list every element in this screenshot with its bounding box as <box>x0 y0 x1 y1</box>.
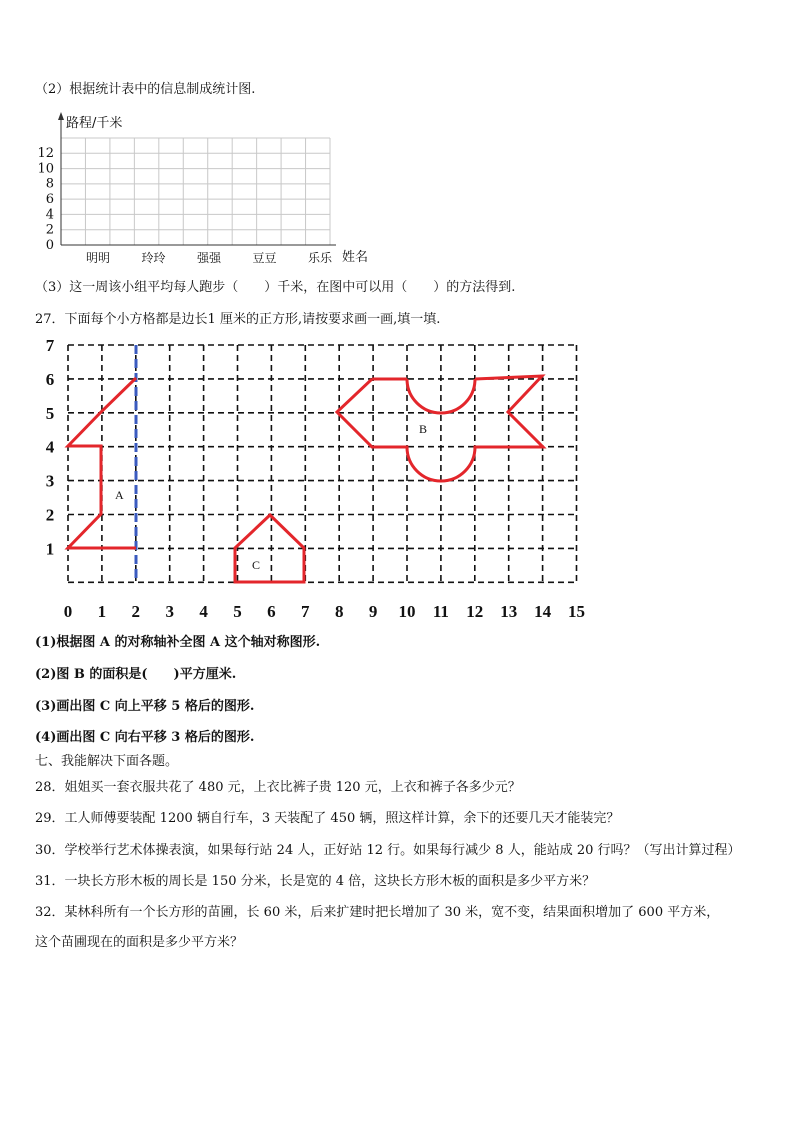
x-number: 4 <box>199 602 208 621</box>
q27-sub2: (2)图 B 的面积是( )平方厘米. <box>35 667 237 682</box>
q27-sub1: (1)根据图 A 的对称轴补全图 A 这个轴对称图形. <box>35 635 321 650</box>
q32-line1: 32．某林科所有一个长方形的苗圃，长 60 米，后来扩建时把长增加了 30 米，宽不变，结果面积增加了 600 平方米， <box>35 905 720 920</box>
y-number: 6 <box>45 369 55 389</box>
x-number: 14 <box>534 602 552 621</box>
shape-c-label: C <box>252 558 261 572</box>
q26-part3: （3）这一周该小组平均每人跑步（ ）千米，在图中可以用（ ）的方法得到. <box>35 280 516 295</box>
x-number: 0 <box>63 602 73 621</box>
x-number: 3 <box>165 602 174 621</box>
y-number: 4 <box>45 437 55 457</box>
x-number: 10 <box>398 602 416 621</box>
x-category-label: 乐乐 <box>307 251 333 265</box>
shape-b <box>337 376 543 481</box>
y-tick-label: 2 <box>45 222 54 238</box>
q31: 31．一块长方形木板的周长是 150 分米，长是宽的 4 倍，这块长方形木板的面积是多少平方米？ <box>35 874 596 889</box>
x-category-label: 豆豆 <box>252 251 277 265</box>
y-tick-label: 12 <box>37 146 54 161</box>
q28: 28．姐姐买一套衣服共花了 480 元，上衣比裤子贵 120 元，上衣和裤子各多少元？ <box>35 780 521 795</box>
y-number: 7 <box>45 336 55 355</box>
q32-line2: 这个苗圃现在的面积是多少平方米？ <box>35 935 244 950</box>
x-category-label: 强强 <box>196 251 222 265</box>
y-number: 2 <box>45 505 55 525</box>
q30: 30．学校举行艺术体操表演，如果每行站 24 人，正好站 12 行。如果每行减少 8 人，能站成 20 行吗？（写出计算过程） <box>35 843 741 858</box>
q26-part2: （2）根据统计表中的信息制成统计图. <box>35 82 256 97</box>
y-tick-label: 4 <box>45 207 54 223</box>
y-tick-label: 0 <box>45 238 54 253</box>
x-number: 8 <box>334 602 344 621</box>
x-category-label: 明明 <box>85 251 111 265</box>
x-number: 13 <box>500 602 518 621</box>
q29: 29．工人师傅要装配 1200 辆自行车，3 天装配了 450 辆，照这样计算，余下的还要几天才能装完？ <box>35 811 620 826</box>
q27-sub4: (4)画出图 C 向右平移 3 格后的图形. <box>35 730 255 745</box>
dashed-grid <box>68 345 577 582</box>
y-tick-label: 6 <box>45 192 54 207</box>
y-axis-label: 路程/千米 <box>66 116 123 131</box>
y-tick-label: 8 <box>45 176 54 192</box>
shape-a <box>68 378 136 548</box>
shape-b-label: B <box>419 422 428 436</box>
x-axis-label: 姓名 <box>342 250 369 265</box>
x-number: 5 <box>233 602 242 621</box>
shape-a-label: A <box>115 488 124 502</box>
section7-heading: 七、我能解决下面各题。 <box>35 754 179 769</box>
y-number: 3 <box>45 471 55 491</box>
x-number: 1 <box>97 602 107 621</box>
q27-intro: 27．下面每个小方格都是边长1 厘米的正方形,请按要求画一画,填一填. <box>35 312 441 327</box>
x-number: 6 <box>267 602 276 621</box>
x-number: 12 <box>466 602 484 621</box>
x-number: 9 <box>368 602 378 621</box>
q27-sub3: (3)画出图 C 向上平移 5 格后的图形. <box>35 699 255 714</box>
x-number: 15 <box>568 602 585 621</box>
y-tick-label: 10 <box>37 161 54 177</box>
x-number: 7 <box>301 602 310 621</box>
x-number: 11 <box>432 602 449 621</box>
y-number: 1 <box>45 539 55 559</box>
x-category-label: 玲玲 <box>141 251 166 265</box>
y-number: 5 <box>45 403 55 423</box>
x-number: 2 <box>131 602 141 621</box>
